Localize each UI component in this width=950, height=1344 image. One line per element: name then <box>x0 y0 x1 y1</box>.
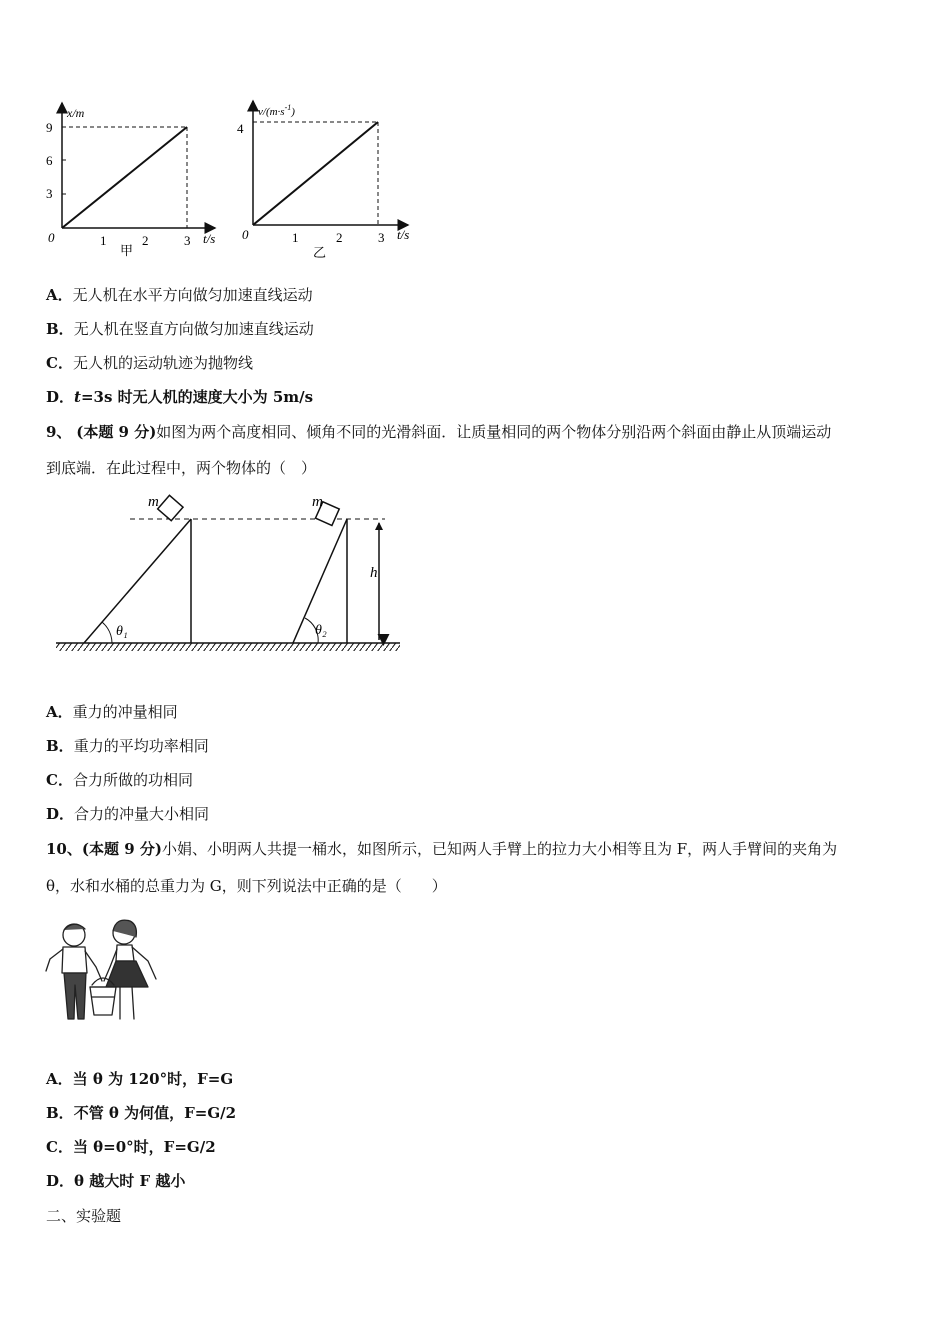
option-letter: B． <box>46 737 74 755</box>
graph-b-xtick-1: 1 <box>292 230 299 245</box>
q8-graphs-figure <box>30 95 430 270</box>
q9-inclines-figure <box>50 488 410 660</box>
option-letter: D． <box>46 1172 75 1190</box>
graph-a-xtick-1: 1 <box>100 233 107 248</box>
incline-1-slope <box>84 519 191 643</box>
graph-b-origin: 0 <box>242 227 249 242</box>
section-title-text: 二、实验题 <box>46 1207 122 1225</box>
graph-b-x-label: t/s <box>397 227 410 242</box>
option-text: 重力的平均功率相同 <box>73 737 209 755</box>
height-label: h <box>370 565 378 581</box>
incline-1-angle-arc <box>102 622 112 643</box>
graph-b <box>237 101 409 260</box>
option-letter: A． <box>46 703 73 721</box>
q10-option-d <box>46 1171 185 1191</box>
option-var-t: t <box>74 388 81 406</box>
option-text: =3s 时无人机的速度大小为 5m/s <box>80 388 314 406</box>
bucket <box>90 987 116 1015</box>
option-text: θ 越大时 F 越小 <box>74 1172 186 1190</box>
graph-b-xtick-2: 2 <box>336 230 343 245</box>
q8-option-d <box>46 387 313 407</box>
graph-a-caption: 甲 <box>120 243 134 258</box>
incline-2-angle-label: θ₂ <box>315 623 327 638</box>
incline-2-mass-label: m <box>312 494 323 510</box>
q10-number: 10、 <box>46 840 82 858</box>
graph-a-ytick-3: 3 <box>46 186 53 201</box>
graph-a-data-line <box>62 127 187 228</box>
q9-option-b <box>46 736 209 756</box>
option-text: 当 θ=0°时，F=G/2 <box>72 1138 216 1156</box>
graph-b-caption: 乙 <box>313 245 327 260</box>
graph-b-ytick-4: 4 <box>237 121 244 136</box>
option-text: 当 θ 为 120°时，F=G <box>72 1070 234 1088</box>
q10-stem-line2 <box>46 876 447 896</box>
graph-a <box>46 103 215 258</box>
option-letter: C． <box>46 1138 73 1156</box>
q9-score: (本题 9 分) <box>76 423 157 441</box>
graph-a-ytick-6: 6 <box>46 153 53 168</box>
incline-1-block <box>158 495 183 520</box>
q8-option-b <box>46 319 314 339</box>
incline-1-mass-label: m <box>148 494 159 510</box>
option-letter: C． <box>46 354 73 372</box>
q9-option-d <box>46 804 209 824</box>
option-letter: C． <box>46 771 73 789</box>
graph-b-data-line <box>253 122 378 225</box>
boy-shirt <box>62 947 87 973</box>
option-text: 无人机在竖直方向做匀加速直线运动 <box>73 320 314 338</box>
graph-a-origin: 0 <box>48 230 55 245</box>
option-text: 合力的冲量大小相同 <box>74 805 210 823</box>
q9-stem-line2 <box>46 458 316 478</box>
option-text: 不管 θ 为何值，F=G/2 <box>73 1104 237 1122</box>
option-text: 无人机在水平方向做匀加速直线运动 <box>72 286 313 304</box>
option-text: 重力的冲量相同 <box>72 703 178 721</box>
option-letter: B． <box>46 320 74 338</box>
q8-option-c <box>46 353 253 373</box>
option-letter: A． <box>46 1070 73 1088</box>
option-letter: D． <box>46 805 75 823</box>
option-letter: B． <box>46 1104 74 1122</box>
q10-option-a <box>46 1069 233 1089</box>
graph-a-xtick-3: 3 <box>184 233 191 248</box>
ground-hatch <box>56 643 400 651</box>
q9-text2: 到底端．在此过程中，两个物体的（ ） <box>46 459 317 477</box>
incline-1-angle-label: θ₁ <box>116 624 128 639</box>
q10-text1: 小娟、小明两人共提一桶水，如图所示，已知两人手臂上的拉力大小相等且为 F，两人手臂间的夹角为 <box>161 840 838 858</box>
q9-number: 9、 <box>46 423 72 441</box>
option-letter: D． <box>46 388 75 406</box>
q10-text2: θ，水和水桶的总重力为 G，则下列说法中正确的是（ ） <box>46 877 447 895</box>
graph-b-xtick-3: 3 <box>378 230 385 245</box>
graph-a-y-label: x/m <box>67 106 85 120</box>
q10-option-b <box>46 1103 236 1123</box>
graph-a-xtick-2: 2 <box>142 233 149 248</box>
graph-b-y-label: $v/(m\cdot s^{-1})$ <box>258 103 295 118</box>
graph-a-ytick-9: 9 <box>46 120 53 135</box>
option-text: 无人机的运动轨迹为抛物线 <box>72 354 253 372</box>
q9-option-c <box>46 770 193 790</box>
q10-kids-bucket-figure <box>44 915 160 1027</box>
q9-option-a <box>46 702 178 722</box>
q10-score: (本题 9 分) <box>81 840 162 858</box>
q9-stem-line1 <box>46 422 831 442</box>
q10-option-c <box>46 1137 216 1157</box>
q9-text1: 如图为两个高度相同、倾角不同的光滑斜面．让质量相同的两个物体分别沿两个斜面由静止从顶端运动 <box>156 423 832 441</box>
q8-option-a <box>46 285 313 305</box>
option-letter: A． <box>46 286 73 304</box>
boy-trousers <box>64 973 86 1019</box>
section-title <box>46 1206 121 1226</box>
option-text: 合力所做的功相同 <box>72 771 193 789</box>
q10-stem-line1 <box>46 839 837 859</box>
graph-a-x-label: t/s <box>203 231 216 246</box>
